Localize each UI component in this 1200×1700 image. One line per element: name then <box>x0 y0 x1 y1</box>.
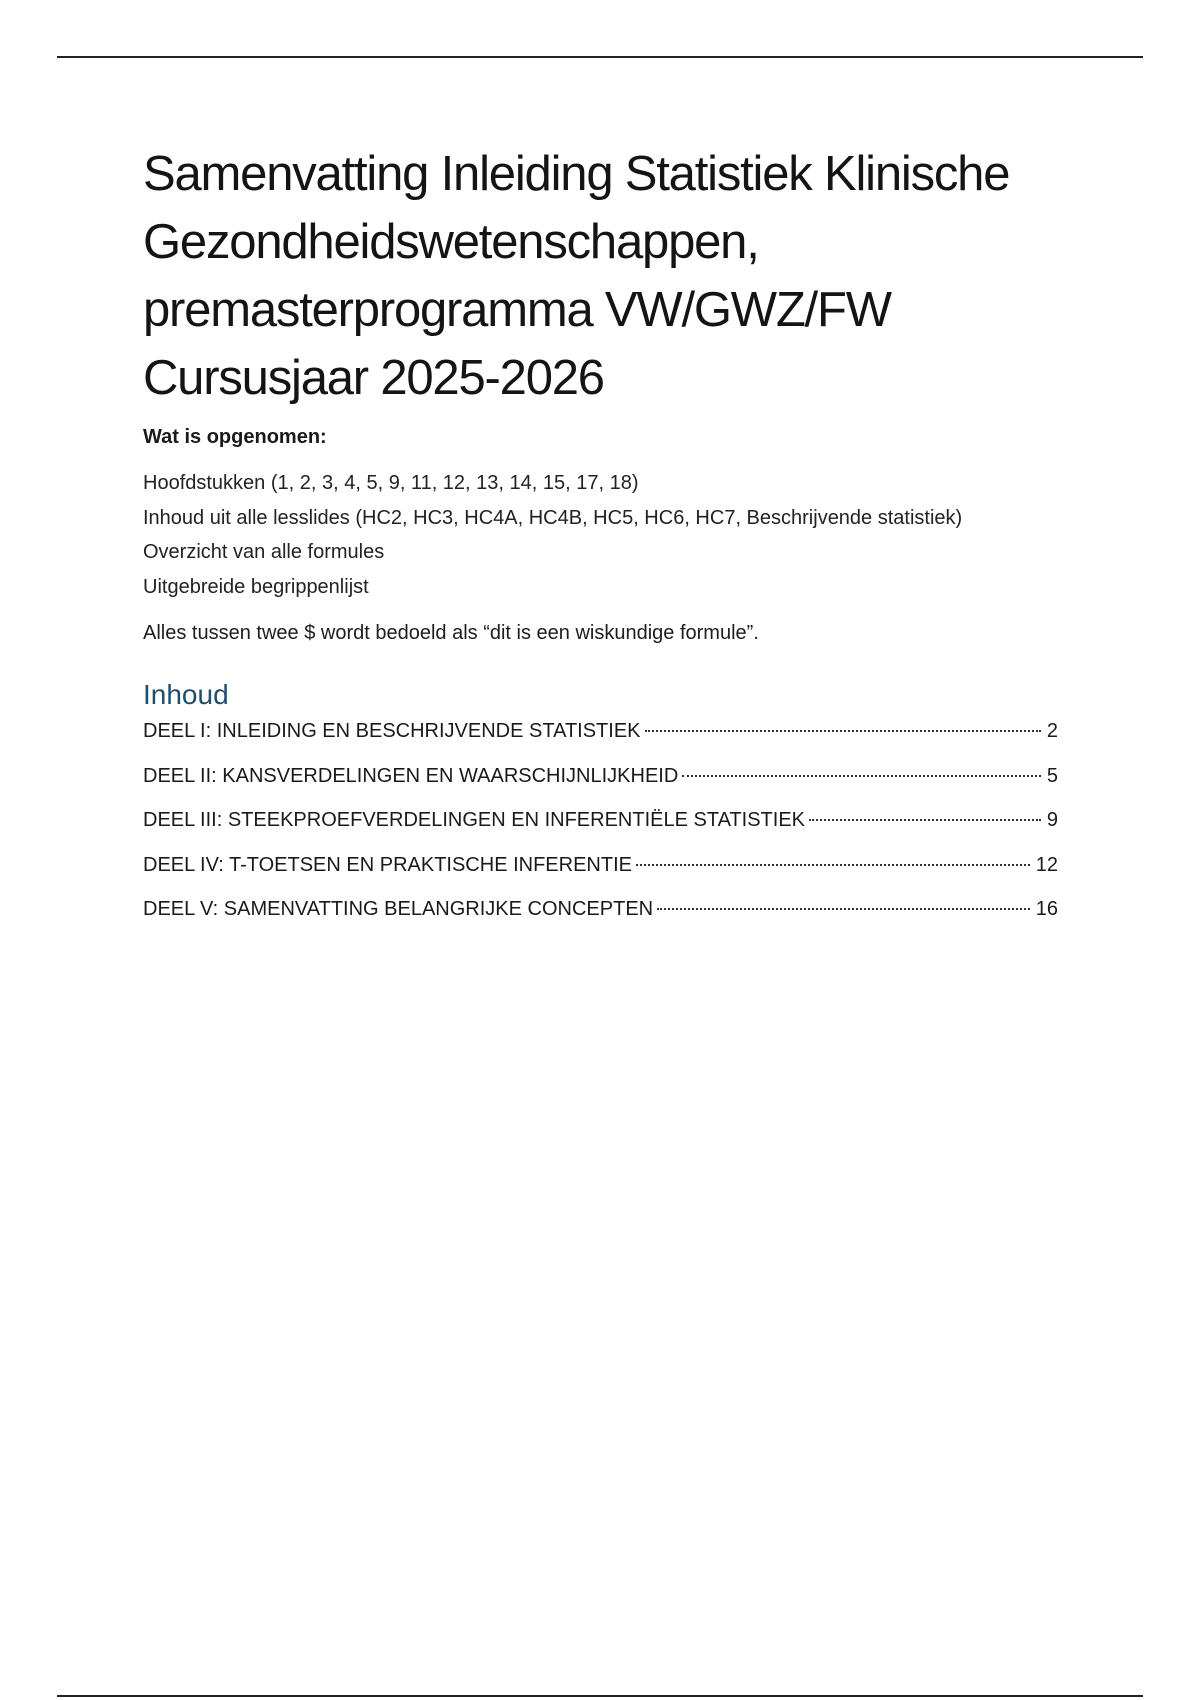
toc-heading: Inhoud <box>143 679 229 710</box>
table-of-contents <box>143 714 1058 937</box>
toc-entry-deel-2[interactable] <box>143 759 1058 804</box>
included-item: Inhoud uit alle lesslides (HC2, HC3, HC4A, HC4B, HC5, HC6, HC7, Beschrijvende statistiek) <box>143 506 963 529</box>
toc-entry-deel-3[interactable] <box>143 803 1058 848</box>
toc-entry-label: DEEL III: STEEKPROEFVERDELINGEN EN INFERENTIËLE STATISTIEK <box>143 809 805 831</box>
toc-leader-dots <box>636 864 1030 866</box>
toc-entry-label: DEEL II: KANSVERDELINGEN EN WAARSCHIJNLIJKHEID <box>143 764 679 787</box>
included-label: Wat is opgenomen: <box>143 426 327 448</box>
toc-entry-label: DEEL V: SAMENVATTING BELANGRIJKE CONCEPTEN <box>143 898 654 920</box>
toc-entry-deel-1[interactable] <box>143 714 1058 759</box>
included-list <box>143 466 1058 604</box>
toc-leader-dots <box>657 908 1030 910</box>
toc-entry-label: DEEL IV: T-TOETSEN EN PRAKTISCHE INFERENTIE <box>143 853 632 876</box>
page-content <box>143 140 1058 937</box>
toc-leader-dots <box>682 775 1041 777</box>
included-item: Hoofdstukken (1, 2, 3, 4, 5, 9, 11, 12, 13, 14, 15, 17, 18) <box>143 472 639 494</box>
included-item: Uitgebreide begrippenlijst <box>143 575 369 598</box>
toc-entry-page: 12 <box>1035 853 1058 876</box>
toc-leader-dots <box>645 730 1041 732</box>
toc-entry-deel-5[interactable] <box>143 892 1058 937</box>
page-bottom-rule <box>57 1695 1143 1697</box>
toc-entry-label: DEEL I: INLEIDING EN BESCHRIJVENDE STATISTIEK <box>143 720 641 742</box>
toc-entry-deel-4[interactable] <box>143 848 1058 893</box>
included-item: Overzicht van alle formules <box>143 541 385 563</box>
document-title: Samenvatting Inleiding Statistiek Klinische Gezondheidswetenschappen, premasterprogramma VW/GWZ/FW Cursusjaar 2025-2026 <box>143 147 1010 405</box>
toc-entry-page: 16 <box>1035 898 1058 920</box>
toc-leader-dots <box>809 819 1041 821</box>
formula-note: Alles tussen twee $ wordt bedoeld als “dit is een wiskundige formule”. <box>143 622 759 644</box>
toc-entry-page: 5 <box>1046 764 1058 787</box>
toc-entry-page: 2 <box>1046 720 1058 742</box>
page-top-rule <box>57 56 1143 58</box>
toc-entry-page: 9 <box>1046 809 1058 831</box>
